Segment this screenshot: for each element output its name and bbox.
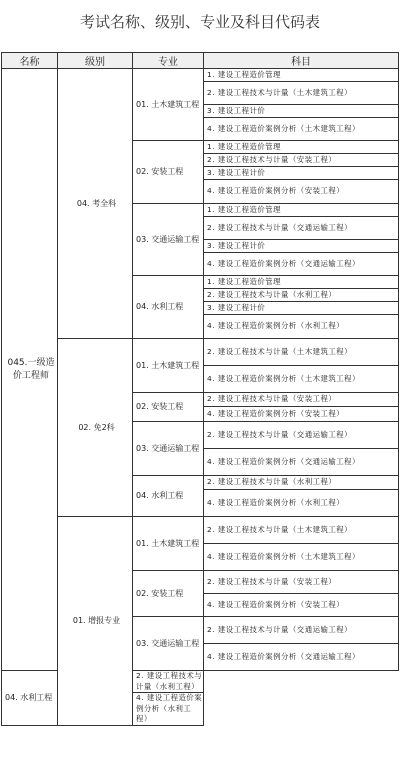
- subject-cell: 4. 建设工程造价案例分析（安装工程）: [204, 180, 399, 204]
- subject-cell: 4. 建设工程造价案例分析（交通运输工程）: [204, 449, 399, 476]
- major-cell-civil: 01. 土木建筑工程: [133, 517, 204, 571]
- subject-cell: 2. 建设工程技术与计量（水利工程）: [204, 289, 399, 302]
- subject-cell: 4. 建设工程造价案例分析（安装工程）: [204, 594, 399, 617]
- header-level: 级别: [58, 53, 133, 69]
- table-row: [2, 69, 399, 82]
- major-cell-water: 04. 水利工程: [133, 476, 204, 517]
- header-major: 专业: [133, 53, 204, 69]
- table-header-row: [2, 53, 399, 69]
- subject-cell: 3. 建设工程计价: [204, 240, 399, 253]
- subject-cell: 4. 建设工程造价案例分析（土木建筑工程）: [204, 544, 399, 571]
- subject-cell: 4. 建设工程造价案例分析（水利工程）: [204, 315, 399, 339]
- major-cell-traffic: 03. 交通运输工程: [133, 617, 204, 671]
- level-cell-all: 04. 考全科: [58, 69, 133, 339]
- major-cell-install: 02. 安装工程: [133, 393, 204, 422]
- level-cell-skip2: 02. 免2科: [58, 339, 133, 517]
- subject-cell: 2. 建设工程技术与计量（土木建筑工程）: [204, 82, 399, 105]
- subject-cell: 2. 建设工程技术与计量（土木建筑工程）: [204, 517, 399, 544]
- subject-cell: 2. 建设工程技术与计量（交通运输工程）: [204, 617, 399, 644]
- subject-cell: 4. 建设工程造价案例分析（土木建筑工程）: [204, 366, 399, 393]
- header-name: 名称: [2, 53, 58, 69]
- subject-cell: 2. 建设工程技术与计量（交通运输工程）: [204, 422, 399, 449]
- subject-cell: 2. 建设工程技术与计量（安装工程）: [204, 571, 399, 594]
- table-row: [2, 517, 399, 544]
- code-table: [1, 52, 399, 726]
- major-cell-water: 04. 水利工程: [2, 671, 58, 726]
- subject-cell: 1. 建设工程造价管理: [204, 276, 399, 289]
- subject-cell: 4. 建设工程造价案例分析（土木建筑工程）: [204, 118, 399, 141]
- major-cell-civil: 01. 土木建筑工程: [133, 339, 204, 393]
- subject-cell: 2. 建设工程技术与计量（交通运输工程）: [204, 217, 399, 240]
- major-cell-water: 04. 水利工程: [133, 276, 204, 339]
- major-cell-install: 02. 安装工程: [133, 141, 204, 204]
- major-cell-install: 02. 安装工程: [133, 571, 204, 617]
- subject-cell: 2. 建设工程技术与计量（安装工程）: [204, 154, 399, 167]
- subject-cell: 2. 建设工程技术与计量（水利工程）: [204, 476, 399, 490]
- major-cell-traffic: 03. 交通运输工程: [133, 422, 204, 476]
- exam-name-cell: 045.一级造价工程师: [2, 69, 58, 671]
- subject-cell: 3. 建设工程计价: [204, 167, 399, 180]
- header-subject: 科目: [204, 53, 399, 69]
- subject-cell: 4. 建设工程造价案例分析（水利工程）: [204, 490, 399, 517]
- level-cell-upgrade: 01. 增报专业: [58, 517, 133, 726]
- subject-cell: 4. 建设工程造价案例分析（交通运输工程）: [204, 253, 399, 276]
- subject-cell: 1. 建设工程造价管理: [204, 204, 399, 217]
- subject-cell: 2. 建设工程技术与计量（水利工程）: [133, 671, 204, 693]
- table-row: [2, 339, 399, 366]
- subject-cell: 2. 建设工程技术与计量（土木建筑工程）: [204, 339, 399, 366]
- major-cell-civil: 01. 土木建筑工程: [133, 69, 204, 141]
- subject-cell: 3. 建设工程计价: [204, 302, 399, 315]
- subject-cell: 3. 建设工程计价: [204, 105, 399, 118]
- subject-cell: 4. 建设工程造价案例分析（安装工程）: [204, 407, 399, 422]
- major-cell-traffic: 03. 交通运输工程: [133, 204, 204, 276]
- page-title: 考试名称、级别、专业及科目代码表: [79, 13, 320, 31]
- subject-cell: 4. 建设工程造价案例分析（水利工程）: [133, 693, 204, 726]
- subject-cell: 1. 建设工程造价管理: [204, 69, 399, 82]
- subject-cell: 4. 建设工程造价案例分析（交通运输工程）: [204, 644, 399, 671]
- subject-cell: 1. 建设工程造价管理: [204, 141, 399, 154]
- subject-cell: 2. 建设工程技术与计量（安装工程）: [204, 393, 399, 407]
